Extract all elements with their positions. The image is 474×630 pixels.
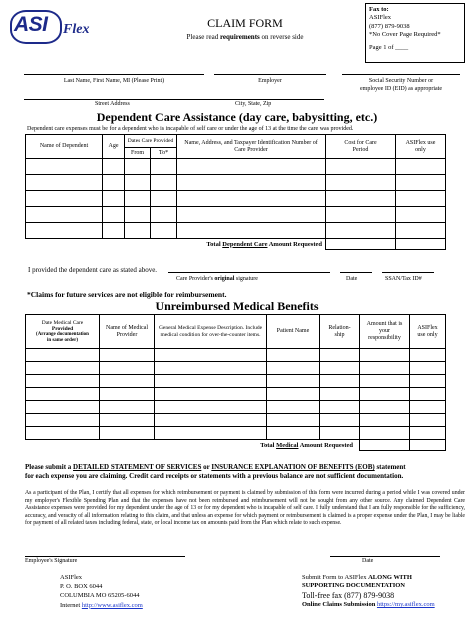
table-row[interactable]	[26, 427, 446, 440]
table-row[interactable]	[26, 191, 446, 207]
col-age: Age	[103, 135, 125, 159]
fax-page: Page 1 of ____	[369, 43, 409, 51]
provider-signature-label: Care Provider's original signature	[176, 276, 258, 282]
website-link[interactable]: http://www.asiflex.com	[81, 601, 143, 609]
col-cost: Cost for Care Period	[326, 135, 396, 159]
form-subtitle: Please read requirements on reverse side	[186, 33, 304, 41]
col-relationship: Relation-ship	[320, 315, 360, 349]
fax-box	[365, 3, 465, 63]
table-row[interactable]	[26, 362, 446, 375]
ssn-label-2: employee ID (EID) as appropriate	[360, 86, 442, 92]
col-date-provided: Date Medical Care Provided (Arrange documentation in same order)	[26, 315, 100, 349]
future-services-note: *Claims for future services are not eligible for reimbursement.	[27, 290, 227, 299]
name-line[interactable]	[24, 74, 204, 75]
fax-note: *No Cover Page Required*	[369, 31, 441, 39]
col-dependent-name: Name of Dependent	[26, 135, 103, 159]
table-row[interactable]	[26, 207, 446, 223]
fax-company: ASIFlex	[369, 14, 392, 22]
dependent-total-amount[interactable]	[326, 239, 396, 250]
provided-statement: I provided the dependent care as stated above.	[28, 266, 158, 274]
col-care-provider: Name, Address, and Taxpayer Identification Number of Care Provider	[177, 135, 326, 159]
name-label: Last Name, First Name, MI (Please Print)	[63, 78, 165, 84]
dependent-care-table	[25, 134, 446, 250]
dependent-total-row	[26, 239, 446, 250]
medical-total-row	[26, 440, 446, 451]
footer-city: COLUMBIA MO 65205-6044	[60, 592, 140, 600]
toll-free-fax: Toll-free fax (877) 879-9038	[302, 590, 395, 600]
table-row[interactable]	[26, 375, 446, 388]
col-to: To*	[151, 148, 177, 159]
logo-asi-text: ASI	[14, 13, 48, 36]
supporting-docs-line: SUPPORTING DOCUMENTATION	[302, 582, 405, 590]
col-patient-name: Patient Name	[267, 315, 320, 349]
employer-line[interactable]	[214, 74, 326, 75]
ssn-line[interactable]	[342, 74, 460, 75]
dependent-total-label: Total Dependent Care Amount Requested	[26, 239, 326, 250]
city-label: City, State, Zip	[235, 101, 272, 107]
submission-info	[302, 574, 435, 610]
fax-title: Fax to:	[369, 6, 389, 13]
col-dates: Dates Care Provided	[125, 135, 177, 148]
medical-total-asiflex	[410, 440, 446, 451]
table-row[interactable]	[26, 159, 446, 175]
medical-table	[25, 314, 446, 451]
dependent-care-note: Dependent care expenses must be for a dependent who is incapable of self care or under the age of 13 at the time the care was provided.	[27, 126, 354, 132]
table-row[interactable]	[26, 175, 446, 191]
table-row[interactable]	[26, 223, 446, 239]
online-claims-link[interactable]: https://my.asiflex.com	[376, 601, 435, 609]
employee-date-label: Date	[362, 558, 374, 564]
col-amount: Amount that is your responsibility	[360, 315, 410, 349]
provider-ssan-line[interactable]	[382, 272, 434, 273]
medical-heading: Unreimbursed Medical Benefits	[155, 299, 319, 313]
col-expense-description: General Medical Expense Description. Include medical condition for over-the-counter items.	[155, 315, 267, 349]
col-asiflex-use: ASIFlex use only	[396, 135, 446, 159]
street-label: Street Address	[95, 101, 130, 107]
address-line[interactable]	[24, 99, 324, 100]
logo-flex-text: Flex	[63, 22, 90, 37]
medical-total-label: Total Medical Amount Requested	[26, 440, 360, 451]
documentation-instructions: Please submit a DETAILED STATEMENT OF SERVICES or INSURANCE EXPLANATION OF BENEFITS (EOB) statement for each expense you are claiming. Credit card receipts or statements with a previous balance are not sufficient documentation.	[25, 463, 406, 481]
col-medical-asiflex-use: ASIFlex use only	[410, 315, 446, 349]
col-medical-provider: Name of Medical Provider	[100, 315, 155, 349]
ssn-label-1: Social Security Number or	[368, 78, 434, 84]
provider-signature-line[interactable]	[168, 272, 330, 273]
mailing-address	[60, 573, 143, 610]
footer-po-box: P. O. BOX 6044	[60, 583, 103, 591]
submit-line: Submit Form to ASIFlex ALONG WITH	[302, 574, 412, 581]
table-row[interactable]	[26, 388, 446, 401]
employee-signature-label: Employee's Signature	[25, 558, 78, 564]
employer-label: Employer	[258, 78, 282, 84]
provider-date-line[interactable]	[340, 272, 372, 273]
dependent-care-heading: Dependent Care Assistance (day care, babysitting, etc.)	[96, 110, 378, 124]
col-from: From	[125, 148, 151, 159]
online-submission: Online Claims Submission https://my.asiflex.com	[302, 601, 435, 609]
footer-internet: Internet http://www.asiflex.com	[60, 601, 143, 609]
fax-phone: (877) 879-9038	[369, 22, 410, 30]
provider-date-label: Date	[346, 276, 358, 282]
employee-signature-line[interactable]	[25, 556, 185, 557]
certification-text: As a participant of the Plan, I certify that all expenses for which reimbursement or payment is claimed by submission of this form were incurred during a period while I was covered under my employer's Flexible Spending Plan and that the expenses have not been reimbursed and reimbursement will not be sought from any other source. Any claimed Dependent Care Assistance expenses were provided for my dependent under the age of 13 or for my dependent who is incapable of self care. I fully understand that I am fully responsible for the sufficiency, accuracy, and veracity of all information relating to this claim, and that unless an expense for which payment or reimbursement is claimed is a proper expense under the Plan, I may be liable for payment of all related taxes including federal, state, or local income tax on amounts paid from the Plan which relate to such expense.	[25, 490, 465, 527]
footer-company: ASIFlex	[60, 574, 83, 581]
table-row[interactable]	[26, 414, 446, 427]
medical-total-amount[interactable]	[360, 440, 410, 451]
dependent-total-asiflex	[396, 239, 446, 250]
employee-date-line[interactable]	[330, 556, 440, 557]
table-row[interactable]	[26, 349, 446, 362]
form-title: CLAIM FORM	[207, 16, 283, 30]
provider-ssan-label: SSAN/Tax ID#	[385, 276, 422, 282]
table-row[interactable]	[26, 401, 446, 414]
